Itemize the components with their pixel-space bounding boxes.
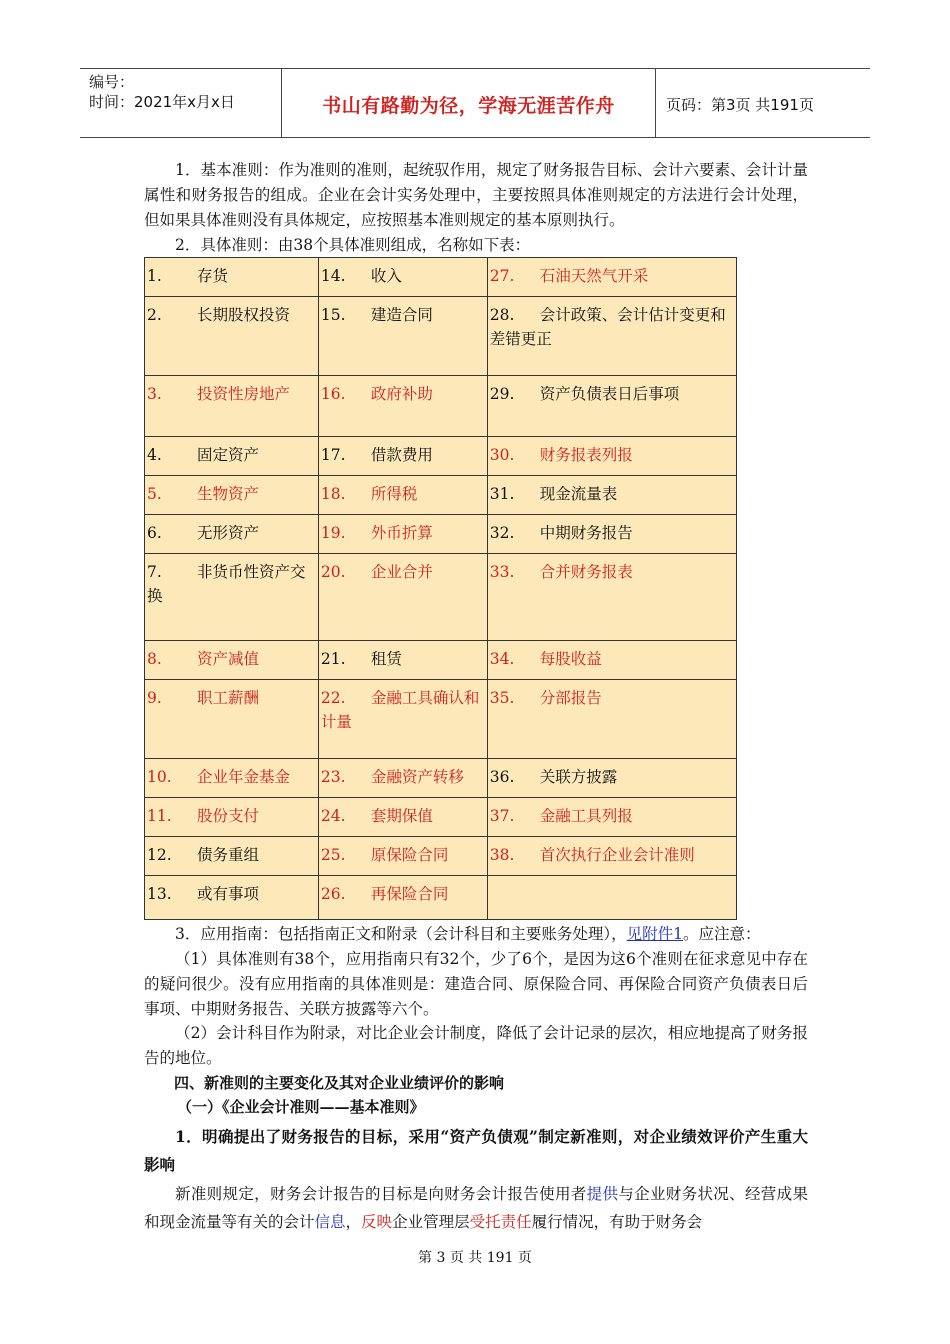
table-cell: [145, 258, 319, 297]
table-cell: [318, 554, 487, 641]
table-row: [145, 641, 737, 680]
standard-number: 36.: [489, 768, 515, 786]
table-cell: [145, 297, 319, 376]
link-fiduciary-duty[interactable]: 受托责任: [469, 1213, 532, 1231]
table-cell: [318, 759, 487, 798]
table-cell: [145, 554, 319, 641]
link-information[interactable]: 信息: [314, 1213, 346, 1231]
standard-number: 31.: [489, 485, 515, 503]
table-cell: [318, 437, 487, 476]
table-cell: [318, 297, 487, 376]
table-cell: [318, 876, 487, 920]
table-cell: [145, 515, 319, 554]
table-cell: [487, 641, 736, 680]
standard-number: 33.: [489, 563, 515, 581]
standard-number: 17.: [320, 446, 346, 464]
table-cell: [487, 798, 736, 837]
standard-name: 投资性房地产: [197, 385, 291, 403]
section-heading-4: 四、新准则的主要变化及其对企业业绩评价的影响: [174, 1074, 505, 1092]
text: 新准则规定，财务会计报告的目标是向财务会计报告使用者: [175, 1185, 587, 1203]
header-right-cell: [656, 69, 870, 137]
table-cell: [318, 641, 487, 680]
doc-number-label: 编号：: [89, 73, 135, 91]
standard-number: 32.: [489, 524, 515, 542]
standard-number: 15.: [320, 306, 346, 324]
text: 履行情况，有助于财务会: [531, 1213, 703, 1231]
paragraph-report-objective: [144, 1180, 808, 1236]
standard-number: 3.: [147, 385, 162, 403]
standard-name: 现金流量表: [539, 485, 618, 503]
standard-name: 首次执行企业会计准则: [539, 846, 695, 864]
table-cell: [487, 515, 736, 554]
table-cell: [318, 258, 487, 297]
table-row: [145, 476, 737, 515]
table-cell: [487, 297, 736, 376]
standard-name: 金融资产转移: [370, 768, 464, 786]
standard-name: 分部报告: [539, 689, 602, 707]
table-cell: [487, 837, 736, 876]
standard-number: 29.: [489, 385, 515, 403]
table-cell: [318, 476, 487, 515]
standard-name: 中期财务报告: [539, 524, 633, 542]
standard-number: 20.: [320, 563, 346, 581]
standard-name: 租赁: [370, 650, 402, 668]
standard-number: 1.: [147, 267, 162, 285]
table-row: [145, 297, 737, 376]
standard-number: 25.: [320, 846, 346, 864]
table-row: [145, 258, 737, 297]
table-cell: [145, 798, 319, 837]
standard-number: 6.: [147, 524, 162, 542]
standard-name: 建造合同: [370, 306, 433, 324]
link-reflect[interactable]: 反映: [361, 1213, 393, 1231]
table-row: [145, 376, 737, 437]
standard-name: 金融工具列报: [539, 807, 633, 825]
table-cell: [487, 759, 736, 798]
table-row: [145, 837, 737, 876]
standard-number: 21.: [320, 650, 346, 668]
standard-number: 8.: [147, 650, 162, 668]
standard-name: 石油天然气开采: [539, 267, 649, 285]
standard-name: 企业年金基金: [197, 768, 291, 786]
standards-table: [144, 257, 737, 920]
standard-name: 无形资产: [197, 524, 260, 542]
standard-number: 4.: [147, 446, 162, 464]
standard-name: 合并财务报表: [539, 563, 633, 581]
header-left-cell: [80, 69, 281, 137]
standard-number: 18.: [320, 485, 346, 503]
standard-name: 外币折算: [370, 524, 433, 542]
paragraph-note-2: （2）会计科目作为附录，对比企业会计制度，降低了会计记录的层次，相应地提高了财务报告的地位。: [144, 1024, 808, 1067]
standard-number: 12.: [147, 846, 172, 864]
standard-number: 34.: [489, 650, 515, 668]
standard-number: 10.: [147, 768, 172, 786]
table-row: [145, 759, 737, 798]
standard-number: 13.: [147, 885, 172, 903]
standard-number: 19.: [320, 524, 346, 542]
paragraph-basic-standard: 1．基本准则：作为准则的准则，起统驭作用，规定了财务报告目标、会计六要素、会计计量属性和财务报告的组成。企业在会计实务处理中，主要按照具体准则规定的方法进行会计处理，但如果具体准则没有具体规定，应按照基本准则规定的基本原则执行。: [144, 161, 808, 229]
page-header: [80, 68, 870, 138]
standard-name: 股份支付: [197, 807, 260, 825]
standard-number: 35.: [489, 689, 515, 707]
table-cell: [318, 680, 487, 759]
standard-name: 再保险合同: [370, 885, 449, 903]
standard-name: 生物资产: [197, 485, 260, 503]
standard-name: 会计政策、会计估计变更和差错更正: [489, 306, 726, 348]
table-cell: [487, 680, 736, 759]
standard-name: 固定资产: [197, 446, 260, 464]
text: 企业管理层: [392, 1213, 470, 1231]
standard-number: 22.: [320, 689, 346, 707]
standard-number: 11.: [147, 807, 172, 825]
standard-name: 企业合并: [370, 563, 433, 581]
table-cell: [487, 876, 736, 920]
standard-name: 职工薪酬: [197, 689, 260, 707]
table-cell: [318, 798, 487, 837]
table-cell: [318, 376, 487, 437]
page-footer: 第 3 页 共 191 页: [418, 1250, 532, 1266]
paragraph-application-guide: [144, 922, 808, 947]
table-row: [145, 515, 737, 554]
standard-name: 财务报表列报: [539, 446, 633, 464]
standard-number: 30.: [489, 446, 515, 464]
doc-date-label: 时间：2021年x月x日: [89, 93, 235, 111]
standard-number: 37.: [489, 807, 515, 825]
standard-number: 26.: [320, 885, 346, 903]
appendix-link[interactable]: 见附件1: [626, 925, 683, 943]
link-provide[interactable]: 提供: [586, 1185, 619, 1203]
paragraph-note-1: （1）具体准则有38个，应用指南只有32个，少了6个，是因为这6个准则在征求意见中存在的疑问很少。没有应用指南的具体准则是：建造合同、原保险合同、再保险合同资产负债表日后事项、中期财务报告、关联方披露等六个。: [144, 950, 808, 1018]
table-cell: [487, 476, 736, 515]
table-cell: [145, 476, 319, 515]
standard-number: 7.: [147, 563, 162, 581]
table-cell: [145, 641, 319, 680]
standard-name: 借款费用: [370, 446, 433, 464]
standard-name: 债务重组: [197, 846, 260, 864]
standard-name: 非货币性资产交换: [147, 563, 306, 605]
standard-name: 或有事项: [197, 885, 260, 903]
standard-name: 政府补助: [370, 385, 433, 403]
table-cell: [145, 759, 319, 798]
table-row: [145, 437, 737, 476]
table-cell: [145, 437, 319, 476]
text: 与企业财务状况、经营成果和现金流量等有关的会计: [144, 1185, 808, 1231]
standard-number: 38.: [489, 846, 515, 864]
page-info: 页码：第3页 共191页: [666, 96, 814, 114]
table-cell: [487, 554, 736, 641]
standard-number: 14.: [320, 267, 346, 285]
standard-name: 资产负债表日后事项: [539, 385, 680, 403]
standard-number: 5.: [147, 485, 162, 503]
standard-number: 27.: [489, 267, 515, 285]
standard-number: 9.: [147, 689, 162, 707]
standard-name: 资产减值: [197, 650, 260, 668]
standard-name: 每股收益: [539, 650, 602, 668]
standard-name: 长期股权投资: [197, 306, 291, 324]
guide-text: 3．应用指南：包括指南正文和附录（会计科目和主要账务处理），: [175, 925, 627, 943]
table-cell: [487, 258, 736, 297]
text: ，: [345, 1213, 362, 1231]
standard-name: 金融工具确认和计量: [320, 689, 480, 731]
subsection-heading-1: （一）《企业会计准则——基本准则》: [177, 1098, 425, 1116]
guide-text-after: 。应注意：: [683, 925, 761, 943]
table-cell: [487, 376, 736, 437]
standard-number: 24.: [320, 807, 346, 825]
table-cell: [145, 680, 319, 759]
standard-name: 套期保值: [370, 807, 433, 825]
table-cell: [318, 837, 487, 876]
paragraph-specific-standards: 2．具体准则：由38个具体准则组成，名称如下表：: [175, 236, 531, 254]
standard-name: 关联方披露: [539, 768, 618, 786]
table-cell: [145, 876, 319, 920]
standard-number: 2.: [147, 306, 162, 324]
table-cell: [487, 437, 736, 476]
standard-name: 所得税: [370, 485, 418, 503]
standard-name: 存货: [197, 267, 229, 285]
table-cell: [145, 376, 319, 437]
subsection-item-heading: 1．明确提出了财务报告的目标，采用“资产负债观”制定新准则，对企业绩效评价产生重大影响: [144, 1127, 808, 1174]
standard-number: 28.: [489, 306, 515, 324]
header-motto: 书山有路勤为径，学海无涯苦作舟: [322, 95, 615, 117]
standard-name: 原保险合同: [370, 846, 449, 864]
table-cell: [145, 837, 319, 876]
standard-number: 16.: [320, 385, 346, 403]
standard-name: 收入: [370, 267, 402, 285]
table-row: [145, 680, 737, 759]
header-middle-cell: [281, 69, 656, 137]
table-row: [145, 876, 737, 920]
table-row: [145, 798, 737, 837]
table-row: [145, 554, 737, 641]
standard-number: 23.: [320, 768, 346, 786]
table-cell: [318, 515, 487, 554]
